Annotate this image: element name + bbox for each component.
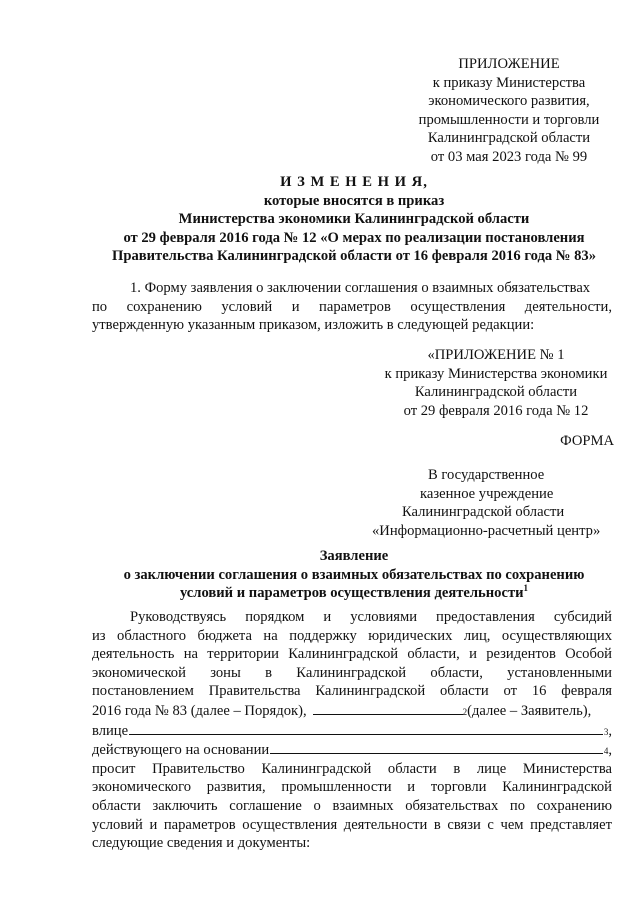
addressee-line: казенное учреждение (420, 485, 554, 502)
representative-row: влице 3 , (92, 722, 612, 739)
statement-subtitle-line (94, 584, 614, 603)
appendix-line: от 03 мая 2023 года № 99 (430, 148, 588, 165)
appendix-line: к приказу Министерства (432, 74, 586, 91)
inner-appendix-line: «ПРИЛОЖЕНИЕ № 1 (427, 347, 565, 363)
statement-subtitle-line: о заключении соглашения о взаимных обязательствах по сохранению (123, 566, 585, 583)
addressee-line: «Информационно-расчетный центр» (372, 522, 601, 539)
appendix-line: экономического развития, (428, 93, 590, 110)
statement-heading (94, 547, 614, 603)
body-text: (далее – Заявитель), (467, 702, 592, 719)
body-line: экономической зоны в Калининградской области, установленными (92, 664, 612, 681)
inner-appendix (360, 346, 632, 420)
body-line: области заключить соглашение о взаимных обязательствах по сохранению (92, 797, 612, 814)
addressee-line: В государственное (428, 467, 545, 483)
inner-appendix-line: Калининградской области (414, 384, 578, 401)
statement-subtitle-text: условий и параметров осуществления деятельности (179, 585, 524, 602)
body-line: просит Правительство Калининградской области в лице Министерства (92, 760, 612, 777)
changes-line: Министерства экономики Калининградской области (178, 211, 530, 228)
appendix-line: Калининградской области (427, 130, 591, 147)
body-line: следующие сведения и документы: (92, 835, 311, 852)
footnote-mark: 1 (523, 583, 529, 594)
appendix-header (400, 55, 618, 167)
changes-line: которые вносятся в приказ (263, 192, 445, 209)
item-1-line: по сохранению условий и параметров осуществления деятельности, (92, 298, 612, 315)
representative-blank[interactable] (129, 721, 603, 735)
body-line: деятельность на территории Калининградской области, и резидентов Особой (92, 646, 612, 663)
inner-appendix-line: к приказу Министерства экономики (384, 365, 608, 382)
item-1-line: 1. Форму заявления о заключении соглашения о взаимных обязательствах (130, 280, 591, 296)
body-text: влице (92, 722, 129, 739)
item-1-paragraph (92, 279, 612, 335)
inner-appendix-line: от 29 февраля 2016 года № 12 (403, 402, 589, 419)
addressee-block (372, 466, 622, 540)
changes-heading (94, 173, 614, 266)
body-line: экономического развития, промышленности и торговли Калининградской (92, 779, 612, 796)
body-text: 2016 года № 83 (далее – Порядок), (92, 702, 307, 719)
body-text: действующего на основании (92, 742, 270, 759)
applicant-row: 2016 года № 83 (далее – Порядок), 2 (далее – Заявитель), (92, 702, 592, 719)
changes-title: И З М Е Н Е Н И Я, (280, 174, 428, 190)
basis-blank[interactable] (270, 740, 603, 754)
appendix-line: промышленности и торговли (418, 111, 600, 128)
body-line: постановлением Правительства Калининградской области от 16 февраля (92, 683, 612, 700)
changes-line: от 29 февраля 2016 года № 12 «О мерах по реализации постановления (123, 229, 585, 246)
body-line: условий и параметров осуществления деятельности в связи с чем представляет (92, 816, 612, 833)
appendix-title: ПРИЛОЖЕНИЕ (458, 56, 560, 72)
item-1-line: утвержденную указанным приказом, изложить в следующей редакции: (92, 317, 535, 334)
statement-body (92, 608, 612, 853)
applicant-name-blank[interactable] (313, 701, 463, 715)
form-label: ФОРМА (560, 433, 614, 449)
body-line: Руководствуясь порядком и условиями предоставления субсидий (130, 609, 612, 625)
body-line: из областного бюджета на поддержку юридических лиц, осуществляющих (92, 627, 612, 644)
body-text: , (608, 722, 612, 739)
changes-line: Правительства Калининградской области от 16 февраля 2016 года № 83» (111, 248, 596, 265)
addressee-line: Калининградской области (402, 504, 565, 521)
basis-row: действующего на основании 4 , (92, 742, 612, 759)
statement-title: Заявление (319, 548, 389, 564)
body-text: , (608, 742, 612, 759)
